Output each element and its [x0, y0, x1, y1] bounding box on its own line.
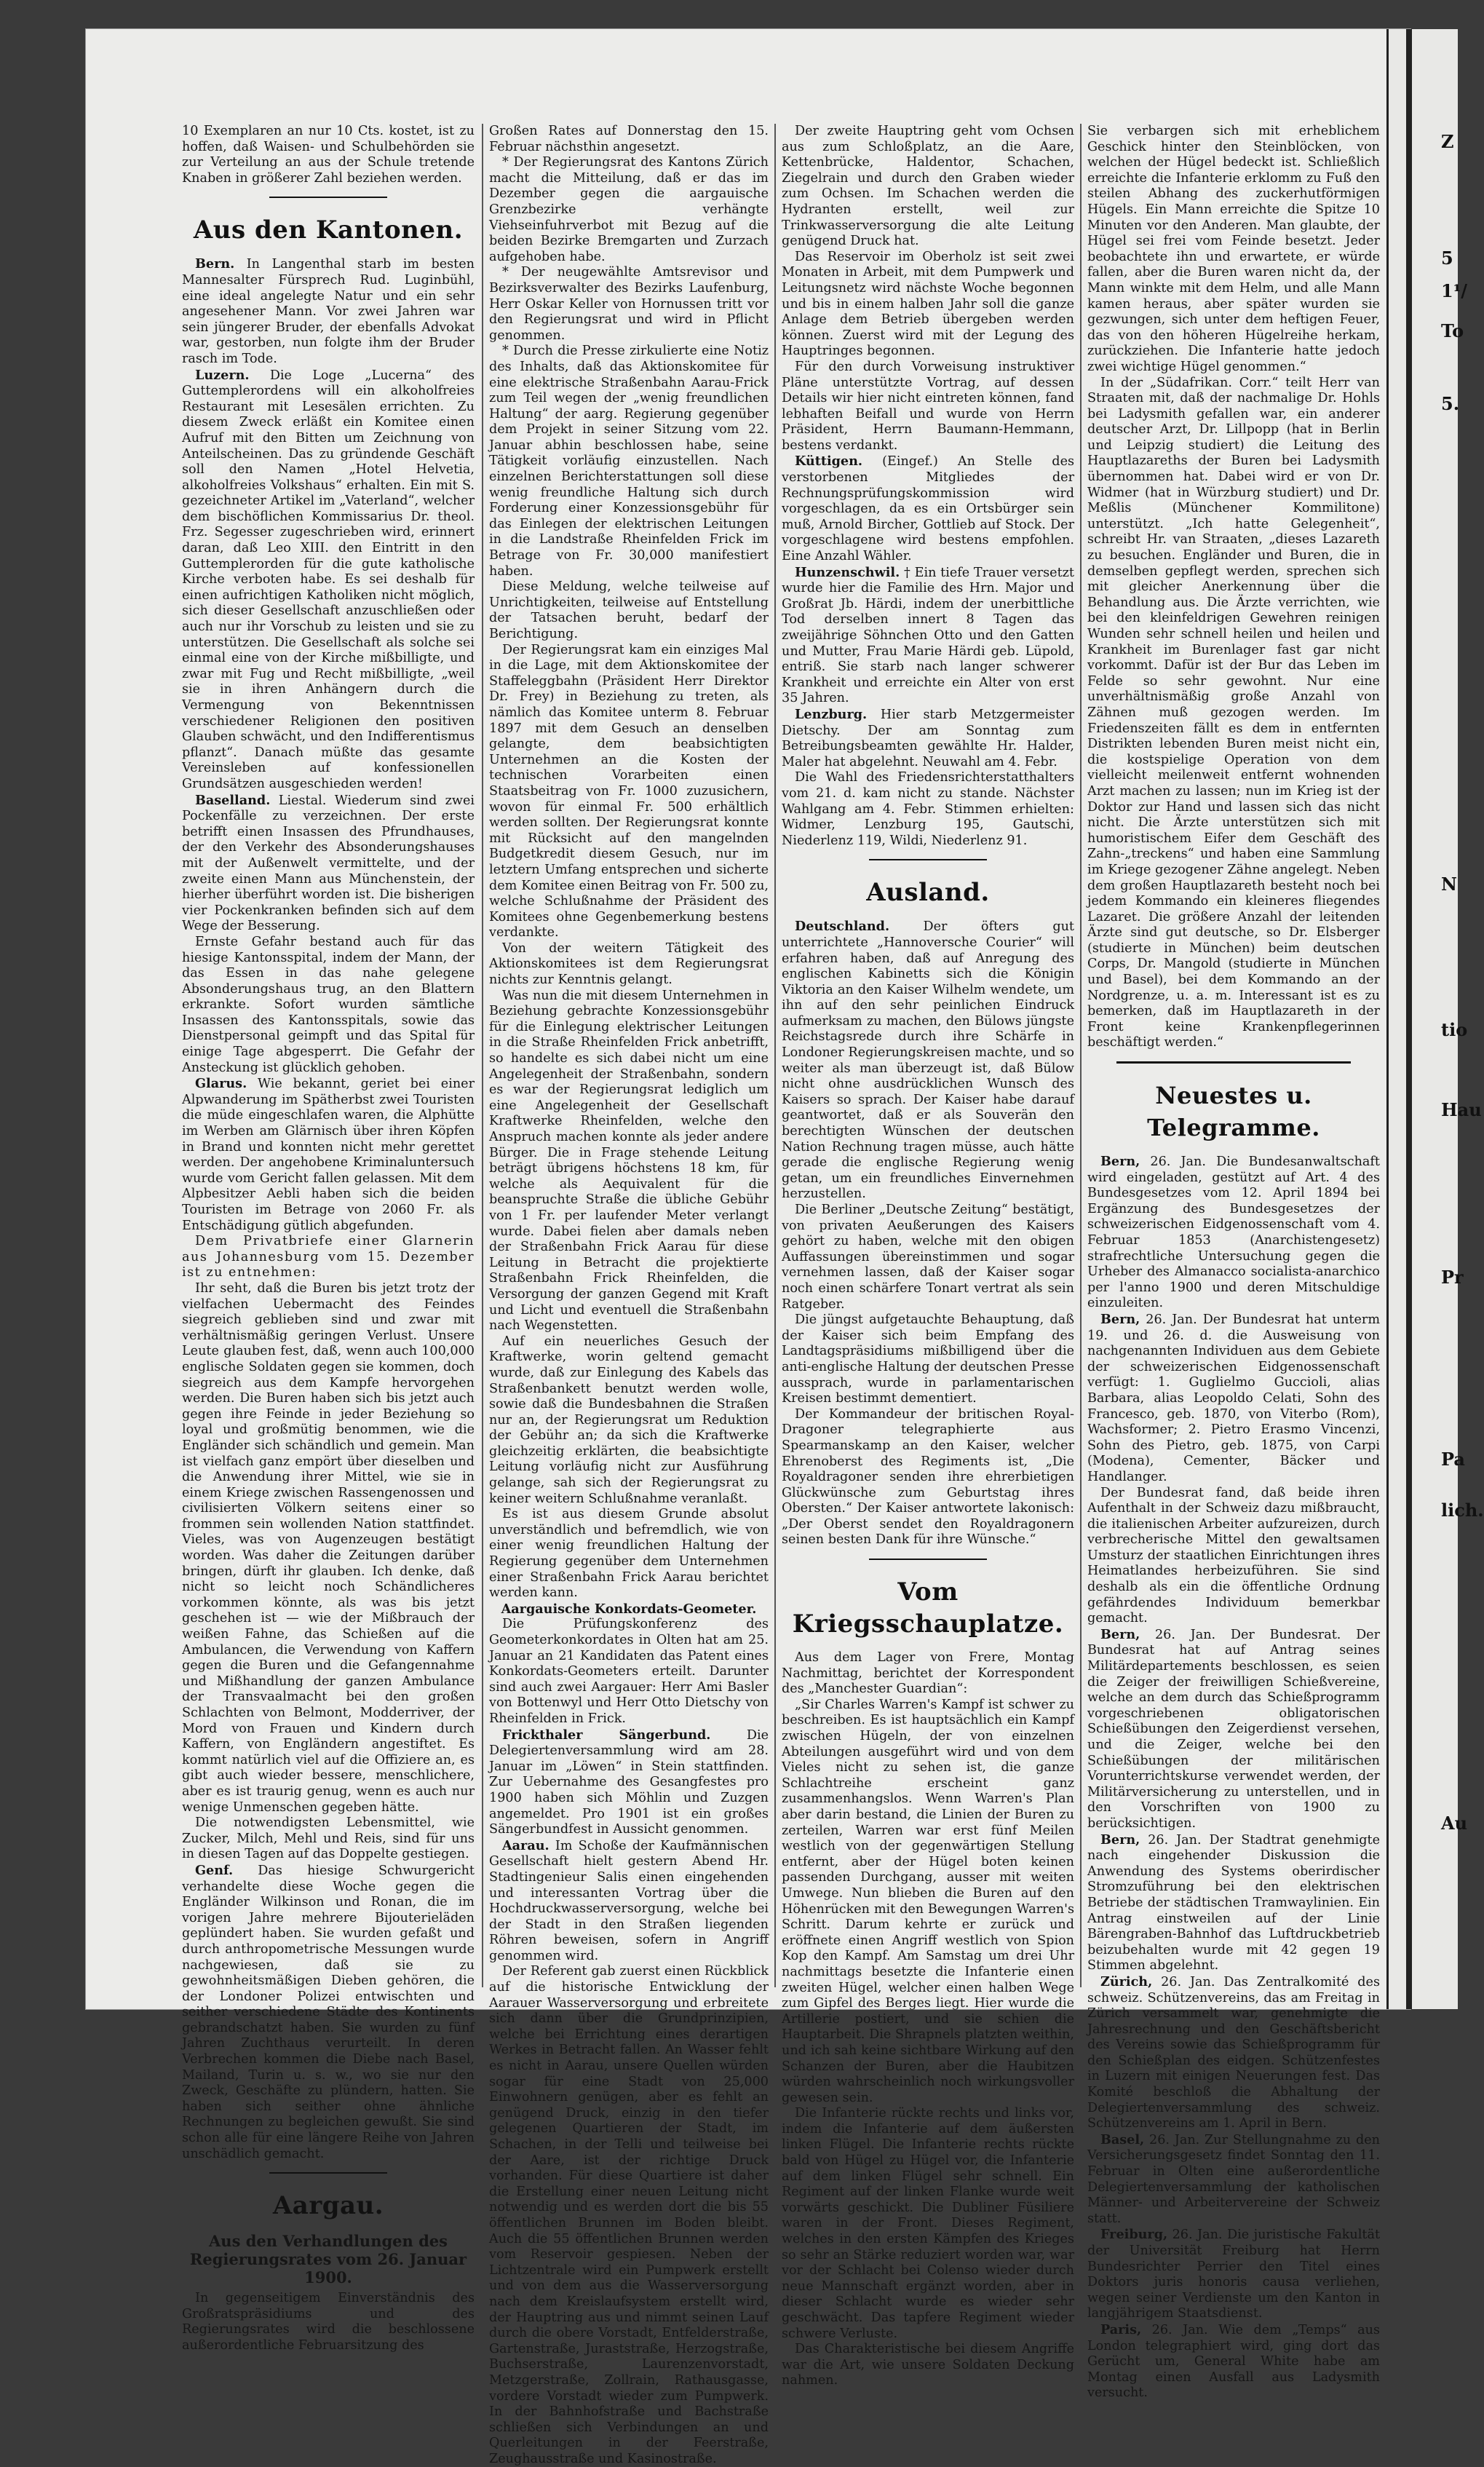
- article-text: Ernste Gefahr bestand auch für das hiesige Kantonsspital, indem der Mann, der das Essen in das nahe gelegene Absonderungshaus trug, an den Blattern erkrankte. Sofort wurden sämtliche Insassen des Kantonsspitals, sowie das Dienstpersonal geimpft und das Spital für einige Tage abgesperrt. Die Gefahr der Ansteckung ist glücklich gehoben.: [182, 934, 475, 1075]
- divider: [1116, 1061, 1351, 1064]
- strip-fragment: To: [1441, 320, 1464, 341]
- article-text: 26. Jan. Das Zentralkomité des schweiz. Schützenvereins, das am Freitag in Zürich versammelt war, genehmigte die Jahresrechnung und den Geschäftsbericht des Vereins sowie das Schießprogramm für den Schießplan des eidgen. Schützenfestes in Luzern mit einigen Neuerungen fest. Das Komité beschloß die Abhaltung der Delegiertenversammlung des schweiz. Schützenvereins am 1. April in Bern.: [1087, 1974, 1380, 2131]
- place-lead: Bern,: [1100, 1311, 1140, 1327]
- sub-heading: Aus den Verhandlungen des Regierungsrates vom 26. Januar 1900.: [189, 2232, 467, 2287]
- place-lead: Freiburg,: [1100, 2227, 1168, 2243]
- place-lead: Genf.: [195, 1862, 234, 1878]
- article-text: 26. Jan. Der Stadtrat genehmigte nach eingehender Diskussion die Anwendung des Systems oberirdischer Stromzuführung bei den elektrischen Betriebe der städtischen Tramwaylinien. Ein Antrag einstweilen auf der Linie Bärengraben-Bahnhof das Luftdruckbetrieb beizubehalten wurde mit 42 gegen 19 Stimmen abgelehnt.: [1087, 1832, 1381, 1973]
- place-lead: Küttigen.: [795, 454, 863, 470]
- strip-fragment: 5: [1441, 248, 1453, 269]
- place-lead: Basel,: [1100, 2131, 1145, 2147]
- article-text: Auf ein neuerliches Gesuch der Kraftwerke, worin geltend gemacht wurde, daß zur Einlegung des Kabels das Straßenbankett benutzt werden wolle, sowie daß die Bundesbahnen die Straßen nur an, der Regierungsrat um Reduktion der Gebühr an; da sich die Kraftwerke gleichzeitig erklärten, die beabsichtigte Leitung vorläufig nicht zur Ausführung gelange, sah sich der Regierungsrat zu keiner weitern Schlußnahme veranlaßt.: [489, 1334, 769, 1506]
- column-rule: [482, 124, 483, 1987]
- article-text: Das Charakteristische bei diesem Angriffe war die Art, wie unsere Soldaten Deckung nahmen.: [782, 2342, 1074, 2388]
- strip-fragment: Pr: [1441, 1267, 1464, 1288]
- article-text: Im Schoße der Kaufmännischen Gesellschaft hielt gestern Abend Hr. Stadtingenieur Salis einen eingehenden und interessanten Vortrag über die Hochdruckwasserversorgung, welche bei der Stadt in den Straßen liegenden Röhren beweisen, sofern in Angriff genommen wird.: [489, 1838, 769, 1963]
- strip-fragment: N: [1441, 874, 1457, 895]
- article-text: 26. Jan. Der Bundesrat. Der Bundesrat hat auf Antrag seines Militärdepartements beschlossen, es seien die Zeiger der freiwilligen Schießvereine, welche an dem durch das Schießprogramm vorgeschriebenen obligatorischen Schießübungen den Zeigerdienst versehen, und die Zeiger, welche bei den Schießübungen der militärischen Vorunterrichtskurse verwendet werden, der Militärversicherung zu unterstellen, und in den Vorschriften von 1900 zu berücksichtigen.: [1087, 1627, 1381, 1831]
- place-lead: Bern.: [195, 256, 235, 272]
- article-text: Von der weitern Tätigkeit des Aktionskomitees ist dem Regierungsrat nichts zur Kenntnis gelangt.: [489, 941, 769, 988]
- divider: [269, 2172, 387, 2174]
- strip-fragment: Pa: [1441, 1449, 1465, 1470]
- place-lead: Glarus.: [195, 1076, 247, 1092]
- column-3: [782, 124, 1075, 2388]
- article-text: Aus dem Lager von Frere, Montag Nachmittag, berichtet der Korrespondent des „Manchester Guardian“:: [782, 1650, 1074, 1697]
- article-text: 26. Jan. Die juristische Fakultät der Universität Freiburg hat Herrn Bundesrichter Perrier den Titel eines Doktors juris honoris causa verliehen, wegen seiner Verdienste um den Kanton in langjährigem Staatsdienst.: [1087, 2228, 1381, 2321]
- article-text: In der „Südafrikan. Corr.“ teilt Herr van Straaten mit, daß der nachmalige Dr. Hohls bei Ladysmith gefallen war, ein anderer deutscher Arzt, Dr. Lillpopp (hat in Berlin und Leipzig studiert) die Leitung des Hauptlazareths der Buren bei Ladysmith übernommen hat. Dabei wird er von Dr. Widmer (hat in Würzburg studiert) und Dr. Meßlis (Münchener Kommilitone) unterstützt. „Ich hatte Gelegenheit“, schreibt Hr. van Straaten, „dieses Lazareth zu besuchen. Engländer und Buren, die in demselben gepflegt werden, sprechen sich mit gleicher Anerkennung über die Behandlung aus. Die Ärzte verrichten, wie bei den kleinfeldrigen Gewehren reinigen Wunden sehr schnell heilen und heilen und Krankheit im Burenlager fast gar nicht vorkommt. Dafür ist der Bur das Leben im Felde so sehr gewohnt. Nur eine unverhältnismäßig große Anzahl von Zähnen muß gezogen werden. Im Friedenszeiten fällt es dem in entfernten Distrikten lebenden Buren meist nicht ein, die kostspielige Operation von dem vielleicht meilenweit entfernt wohnenden Arzt machen zu lassen; nun im Krieg ist der Doktor zur Hand und lassen sich das nicht nicht. Die Ärzte unterstützen sich mit humoristischem Eifer dem Geschäft des Zahn-„treckens“ und haben eine Sammlung im Kriege gezogener Zähne angelegt. Neben dem großen Hauptlazareth besteht noch bei jedem Kommando ein kleineres fliegendes Lazaret. Die größere Anzahl der leitenden Ärzte sind gut deutsche, so Dr. Elsberger (studierte in München) beim deutschen Corps, Dr. Mangold (studierte in München und Basel), bei dem Kommando an der Nordgrenze, u. a. m. Interessant ist es zu bemerken, daß im Hauptlazareth in der Front keine Krankenpflegerinnen beschäftigt werden.“: [1087, 375, 1380, 1050]
- article-text: Der öfters gut unterrichtete „Hannoversche Courier“ will erfahren haben, daß auf Anregung des englischen Kabinetts sich die Königin Viktoria an den Kaiser Wilhelm wendete, um ihn auf den sehr peinlichen Eindruck aufmerksam zu machen, den Bülows jüngste Reichstagsrede durch ihre Schärfe in Londoner Regierungskreisen machte, und so weiter als man überzeugt ist, daß Bülow nicht ohne ausdrücklichen Wunsch des Kaisers so sprach. Der Kaiser habe darauf geantwortet, daß er als Souverän den berechtigten Wünschen der deutschen Nation Rechnung tragen müsse, auch hätte gerade die englische Regierung wenig getan, um ein freundliches Einvernehmen herzustellen.: [782, 919, 1075, 1202]
- divider: [869, 1559, 987, 1560]
- place-lead: Paris,: [1100, 2321, 1142, 2337]
- article-text: † Ein tiefe Trauer versetzt wurde hier die Familie des Hrn. Major und Großrat Jb. Härdi, indem der unerbittliche Tod derselben innert 8 Tagen das zweijährige Söhnchen Otto und den Gatten und Mutter, Frau Marie Härdi geb. Lüpold, entriß. Sie starb nach langer schwerer Krankheit und erreichte ein Alter von erst 35 Jahren.: [782, 565, 1075, 706]
- article-text: Die notwendigsten Lebensmittel, wie Zucker, Milch, Mehl und Reis, sind für uns in diesen Tagen auf das Doppelte gestiegen.: [182, 1815, 475, 1862]
- article-text: Der Kommandeur der britischen Royal-Dragoner telegraphierte aus Spearmanskamp an den Kaiser, welcher Ehrenoberst des Regiments ist, „Die Royaldragoner senden ihre ehrerbietigen Glückwünsche zum Geburtstag ihres Obersten.“ Der Kaiser antwortete lakonisch: „Der Oberst sendet den Royaldragonern seinen besten Dank für ihre Wünsche.“: [782, 1406, 1074, 1548]
- article-text: Die jüngst aufgetauchte Behauptung, daß der Kaiser sich beim Empfang des Landtagspräsidiums mißbilligend über die anti-englische Haltung der deutschen Presse aussprach, wurde in parlamentarischen Kreisen bestimmt dementiert.: [782, 1312, 1074, 1406]
- divider: [269, 197, 387, 198]
- section-heading: Aus den Kantonen.: [193, 215, 464, 245]
- place-lead: Zürich,: [1100, 1973, 1153, 1989]
- article-text: 26. Jan. Zur Stellungnahme zu den Versicherungsgesetz findet Sonntag den 11. Februar in Olten eine außerordentliche Delegiertenversammlung der katholischen Männer- und Arbeitervereine der Schweiz statt.: [1087, 2132, 1380, 2226]
- place-lead: Deutschland.: [795, 919, 890, 935]
- adjacent-page-strip: [1386, 29, 1484, 2009]
- article-text: Liestal. Wiederum sind zwei Pockenfälle zu verzeichnen. Der erste betrifft einen Insassen des Pfrundhauses, der den Verkehr des Absonderungshauses mit der Außenwelt vermittelte, und der zweite einen Mann aus Münchenstein, der hierher überführt worden ist. Die bisherigen vier Pockenkranken befinden sich auf dem Wege der Besserung.: [182, 793, 475, 934]
- column-4: [1087, 124, 1381, 2401]
- place-lead: Lenzburg.: [795, 706, 868, 722]
- article-text: Großen Rates auf Donnerstag den 15. Februar nächsthin angesetzt.: [489, 124, 769, 154]
- article-text: 26. Jan. Wie dem „Temps“ aus London telegraphiert wird, ging dort das Gerücht um, General White habe am Montag einen Ausfall aus Ladysmith versucht.: [1087, 2322, 1380, 2401]
- strip-fragment: 5.: [1441, 393, 1460, 414]
- article-text: Der zweite Hauptring geht vom Ochsen aus zum Schloßplatz, an die Aare, Kettenbrücke, Haldentor, Schachen, Ziegelrain und durch den Graben wieder zum Ochsen. Im Schachen werden die Hydranten erstellt, weil zur Trinkwasserversorgung die alte Leitung genügend Druck hat.: [782, 124, 1074, 249]
- article-text: Diese Meldung, welche teilweise auf Unrichtigkeiten, teilweise auf Entstellung der Tatsachen beruht, bedarf der Berichtigung.: [489, 579, 769, 641]
- column-1: [182, 124, 475, 2353]
- column-rule: [1080, 124, 1082, 1987]
- strip-fragment: lich.: [1441, 1500, 1484, 1521]
- section-heading: Neuestes u. Telegramme.: [1147, 1082, 1320, 1142]
- article-text: In gegenseitigem Einverständnis des Großratspräsidiums und des Regierungsrates wird die beschlossene außerordentliche Februarsitzung des: [182, 2291, 475, 2353]
- strip-fragment: tio: [1441, 1019, 1468, 1040]
- place-lead: Bern,: [1100, 1154, 1140, 1170]
- article-heading: Aargauische Konkordats-Geometer.: [501, 1601, 757, 1617]
- article-text: Dem Privatbriefe einer Glarnerin aus Johannesburg vom 15. Dezember ist zu entnehmen:: [182, 1234, 475, 1280]
- article-text: Ihr seht, daß die Buren bis jetzt trotz der vielfachen Uebermacht des Feindes siegreich geblieben sind und zwar mit verhältnismäßig geringen Verlust. Unsere Leute glauben fest, daß, wenn auch 100,000 englische Soldaten gegen sie kommen, doch siegreich aus dem Kampfe hervorgehen werden. Die Buren haben sich bis jetzt auch gegen ihre Feinde in jeder Beziehung so loyal und großmütig benommen, wie die Engländer sich schändlich und gemein. Man ist vielfach ganz empört über dieselben und die Anwendung ihrer Mittel, wie sie in einem Kriege zwischen Rassengenossen und civilisierten Völkern seitens einer so frommen sein wollenden Nation stattfindet. Vieles, was von Augenzeugen bestätigt worden. Was daher die Zeitungen darüber bringen, dürft ihr glauben. Ich denke, daß nicht so leicht noch Schändlicheres vorkommen könnte, als was bis jetzt geschehen ist — wie der Mißbrauch der weißen Fahne, das Schießen auf die Ambulancen, die Verwendung von Kaffern gegen die Buren und die Gefangennahme und Mißhandlung der ganzen Ambulance der Transvaalmacht bei den großen Schlachten von Belmont, Modderriver, der Mord von Frauen und Kindern durch Kaffern, von Engländern angestiftet. Es kommt natürlich viel auf die Offiziere an, es gibt auch wieder bessere, menschlichere, aber es ist traurig genug, wenn es auch nur wenige Unmenschen gegeben hätte.: [182, 1280, 475, 1815]
- article-text: Das hiesige Schwurgericht verhandelte diese Woche gegen die Engländer Wilkinson und Ronan, die im vorigen Jahre mehrere Bijouterieläden geplündert haben. Sie wurden gefaßt und durch anthropometrische Messungen wurde nachgewiesen, daß sie zu gewohnheitsmäßigen Dieben gehören, die der Londoner Polizei entwischten und seither verschiedene Städte des Kontinents gebrandschatzt haben. Sie wurden zu fünf Jahren Zuchthaus verurteilt. In deren Verbrechen kommen die Diebe nach Basel, Mailand, Turin u. s. w., wo sie nur den Zweck, Geschäfte zu plündern, hatten. Sie haben sich seither ohne ähnliche Rechnungen zu begleichen gewußt. Sie sind schon alle für eine längere Reihe von Jahren unschädlich gemacht.: [182, 1863, 475, 2161]
- article-text: Sie verbargen sich mit erheblichem Geschick hinter den Steinblöcken, von welchen der Hügel bedeckt ist. Schließlich erreichte die Infanterie erklomm zu Fuß den steilen Abhang des zuckerhutförmigen Hügels. Ein Mann erreichte die Spitze 10 Minuten vor den Anderen. Man glaubte, der Hügel sei frei vom Feinde besetzt. Jeder beobachtete ihn und erwartete, er würde fallen, aber die Buren waren nicht da, der Mann winkte mit dem Helm, und alle Mann kamen heraus, aber später wurden sie gezwungen, sich unter dem heftigen Feuer, das von den höheren Hügelreihe herkam, zurückziehen. Die Infanterie hatte jedoch zwei wichtige Hügel genommen.“: [1087, 124, 1380, 374]
- divider: [869, 859, 987, 860]
- article-text: Wie bekannt, geriet bei einer Alpwanderung im Spätherbst zwei Touristen die müde eingeschlafen waren, die Alphütte im Werben am Glärnisch über ihren Köpfen in Brand und konnten nicht mehr gerettet werden. Der angehobene Kriminaluntersuch wurde vom Gericht fallen gelassen. Mit dem Alpbesitzer Aebli haben sich die beiden Touristen im Betrage von 2060 Fr. als Entschädigung gütlich abgefunden.: [182, 1077, 475, 1233]
- article-text: Was nun die mit diesem Unternehmen in Beziehung gebrachte Konzessionsgebühr für die Einlegung elektrischer Leitungen in die Straße Rheinfelden Frick anbetrifft, so handelte es sich dabei nicht um eine Angelegenheit der Straßenbahn, sondern es war der Regierungsrat lediglich um eine Angelegenheit der Gesellschaft Kraftwerke Rheinfelden, welche den Anspruch machen konnte als jeder andere Bürger. Die in Frage stehende Leitung beträgt übrigens höchstens 18 km, für welche als Aequivalent für die beanspruchte Straße die übliche Gebühr von 1 Fr. per laufender Meter verlangt wurde. Dabei fielen aber damals neben der Straßenbahn Frick Aarau für diese Leitung in Betracht die projektierte Straßenbahn Frick Rheinfelden, die Versorgung der ganzen Gegend mit Kraft und Licht und eventuell die Straßenbahn nach Wegenstetten.: [489, 988, 769, 1334]
- article-text: * Der Regierungsrat des Kantons Zürich macht die Mitteilung, daß er das im Dezember gegen die aargauische Grenzbezirke verhängte Viehseinfuhrverbot mit Bezug auf die beiden Bezirke Bremgarten und Zurzach aufgehoben habe.: [489, 155, 769, 264]
- column-2: [489, 124, 769, 2466]
- article-text: Für den durch Vorweisung instruktiver Pläne unterstützte Vortrag, auf dessen Details wir hier nicht eintreten können, fand lebhaften Beifall und wurde von Herrn Präsident, Herrn Baumann-Hemmann, bestens verdankt.: [782, 359, 1074, 453]
- place-lead: Baselland.: [195, 792, 271, 808]
- section-heading: Vom Kriegsschauplatze.: [792, 1577, 1064, 1639]
- place-lead: Bern,: [1100, 1832, 1140, 1848]
- article-text: 26. Jan. Der Bundesrat hat unterm 19. und 26. d. die Ausweisung von nachgenannten Individuen aus dem Gebiete der schweizerischen Eidgenossenschaft verfügt: 1. Guglielmo Guccioli, alias Barbara, alias Leopoldo Celati, Sohn des Francesco, geb. 1870, von Viterbo (Rom), Wachsformer; 2. Pietro Erasmo Vincenzi, Sohn des Pietro, geb. 1875, von Carpi (Modena), Cementer, Bäcker und Handlanger.: [1087, 1312, 1380, 1484]
- place-lead: Luzern.: [195, 367, 250, 383]
- article-text: Die Wahl des Friedensrichterstatthalters vom 21. d. kam nicht zu stande. Nächster Wahlgang am 4. Febr. Stimmen erhielten: Widmer, Lenzburg 195, Gautschi, Niederlenz 119, Wildi, Niederlenz 91.: [782, 770, 1074, 848]
- article-text: Hier starb Metzgermeister Dietschy. Der am Sonntag zum Betreibungsbeamten gewählte Hr. Halder, Maler hat abgelehnt. Neuwahl am 4. Febr.: [782, 707, 1075, 769]
- article-text: * Durch die Presse zirkulierte eine Notiz des Inhalts, daß das Aktionskomitee für eine elektrische Straßenbahn Aarau-Frick zum Teil wegen der „wenig freundlichen Haltung“ der aarg. Regierung gegenüber dem Projekt in seiner Sitzung vom 22. Januar abhin beschlossen habe, seine Tätigkeit vorläufig einzustellen. Nach einzelnen Berichterstattungen soll diese wenig freundliche Haltung sich durch Forderung einer Konzessionsgebühr für das Einlegen der elektrischen Leitungen in die Landstraße Rheinfelden Frick im Betrage von Fr. 30,000 manifestiert haben.: [489, 344, 769, 579]
- section-heading: Ausland.: [866, 878, 990, 908]
- strip-fragment: Au: [1441, 1813, 1468, 1834]
- article-text: * Der neugewählte Amtsrevisor und Bezirksverwalter des Bezirks Laufenburg, Herr Oskar Keller von Hornussen tritt vor den Regierungsrat und wird in Pflicht genommen.: [489, 265, 769, 343]
- article-text: Der Bundesrat fand, daß beide ihren Aufenthalt in der Schweiz dazu mißbraucht, die italienischen Arbeiter aufzureizen, durch verbrecherische Mittel den gewaltsamen Umsturz der staatlichen Einrichtungen ihres Heimatlandes herbeizuführen. Sie sind deshalb als ein die öffentliche Ordnung gefährdendes Individuum bemerkbar gemacht.: [1087, 1485, 1380, 1626]
- article-text: Die Prüfungskonferenz des Geometerkonkordates in Olten hat am 25. Januar an 21 Kandidaten das Patent eines Konkordats-Geometers erteilt. Darunter sind auch zwei Aargauer: Herr Ami Basler von Bottenwyl und Herr Otto Dietschy von Rheinfelden in Frick.: [489, 1617, 769, 1726]
- strip-fragment: Hau: [1441, 1099, 1482, 1120]
- article-text: Die Infanterie rückte rechts und links vor, indem die Infanterie auf dem äußersten linken Flügel. Die Infanterie rechts rückte bald von Hügel zu Hügel vor, die Infanterie auf dem linken Flügel sehr schnell. Ein Regiment auf der linken Flanke wurde weit vorwärts geschickt. Die Dubliner Füsiliere waren in der Front. Dieses Regiment, welches in den ersten Kämpfen des Krieges so sehr an Stärke reduziert worden war, war vor der Schlacht bei Colenso wieder durch neue Mannschaft ergänzt worden, aber in dieser Schlacht wurde es wieder sehr geschwächt. Das tapfere Regiment wieder schwere Verluste.: [782, 2106, 1074, 2341]
- place-lead: Aarau.: [502, 1837, 549, 1853]
- column-rule: [774, 124, 776, 1987]
- article-text: In Langenthal starb im besten Mannesalter Fürsprech Rud. Luginbühl, eine ideal angelegte Natur und ein sehr angesehener Mann. Vor zwei Jahren war sein jüngerer Bruder, der ebenfalls Advokat war, gestorben, nun folgte ihm der Bruder rasch im Tode.: [182, 257, 475, 366]
- article-text: Die Loge „Lucerna“ des Guttemplerordens will ein alkoholfreies Restaurant mit Lesesälen errichten. Zu diesem Zweck erläßt ein Komitee einen Aufruf mit den Bitten um Zeichnung von Anteilscheinen. Das zu gründende Geschäft soll den Namen „Hotel Helvetia, alkoholfreies Volkshaus“ erhalten. Ein mit S. gezeichneter Artikel im „Vaterland“, welcher dem bischöflichen Kommissarius Dr. theol. Frz. Segesser zugeschrieben wird, erinnert daran, daß Leo XIII. den Eintritt in den Guttemplerorden für die gute katholische Kirche verboten habe. Es sei deshalb für einen aufrichtigen Katholiken nicht möglich, sich dieser Gesellschaft anzuschließen oder auch nur ihr Vorschub zu leisten und sie zu unterstützen. Die Gesellschaft als solche sei einmal eine von der Kirche mißbilligte, und zwar mit Fug und Recht mißbilligte, „weil sie in ihren Anhängern durch die Vermengung von Bekenntnissen verschiedener Religionen den positiven Glauben schwächt, und den Indifferentismus pflanzt“. Danach müßte das gesamte Vereinsleben auf konfessionellen Grundsätzen ausgeschieden werden!: [182, 368, 475, 791]
- section-heading: Aargau.: [272, 2191, 384, 2221]
- article-text: (Eingef.) An Stelle des verstorbenen Mitgliedes der Rechnungsprüfungskommission wird vorgeschlagen, da es ein Ortsbürger sein muß, Arnold Bircher, Gottlieb auf Stock. Der vorgeschlagene wird bestens empfohlen. Eine Anzahl Wähler.: [782, 454, 1075, 564]
- page-gutter: [1406, 29, 1412, 2009]
- place-lead: Hunzenschwil.: [795, 564, 900, 580]
- article-text: Der Regierungsrat kam ein einziges Mal in die Lage, mit dem Aktionskomitee der Staffeleggbahn (Präsident Herr Direktor Dr. Frey) in Beziehung zu treten, als nämlich das Komitee unterm 8. Februar 1897 mit dem Gesuch an denselben gelangte, dem beabsichtigten Unternehmen an die Kosten der technischen Vorarbeiten einen Staatsbeitrag von Fr. 1000 zuzusichern, wovon für einmal Fr. 500 erhältlich werden sollten. Der Regierungsrat konnte mit Rücksicht auf den mangelnden Budgetkredit diesem Gesuch, nur im letztern Umfang entsprechen und sicherte dem Komitee einen Beitrag von Fr. 500 zu, welche Schlußnahme der Präsident des Komitees ohne Gegenbemerkung bestens verdankte.: [489, 642, 769, 941]
- article-text: Die Berliner „Deutsche Zeitung“ bestätigt, von privaten Aeußerungen des Kaisers gehört zu haben, welche mit den obigen Auffassungen übereinstimmen und sogar vernehmen lassen, daß der Kaiser sogar noch einen schärfere Tonart vertrat als sein Ratgeber.: [782, 1203, 1074, 1312]
- place-lead: Bern,: [1100, 1626, 1140, 1642]
- article-text: 26. Jan. Die Bundesanwaltschaft wird eingeladen, gestützt auf Art. 4 des Bundesgesetzes vom 12. April 1894 bei Ergänzung des Bundesgesetzes der schweizerischen Eidgenossenschaft vom 4. Februar 1853 (Anarchistengesetz) strafrechtliche Untersuchung gegen die Urheber des Almanacco socialista-anarchico per l'anno 1900 und deren Mitschuldige einzuleiten.: [1087, 1155, 1380, 1311]
- strip-fragment: 1¹/: [1441, 280, 1467, 301]
- article-text: Es ist aus diesem Grunde absolut unverständlich und befremdlich, wie von einer wenig freundlichen Haltung der Regierung gegenüber dem Unternehmen einer Straßenbahn Frick Aarau berichtet werden kann.: [489, 1507, 769, 1601]
- article-text: Der Referent gab zuerst einen Rückblick auf die historische Entwicklung der Aarauer Wasserversorgung und erbreitete sich dann über die Grundprinzipien, welche bei Errichtung eines derartigen Werkes in Betracht fallen. An Wasser fehlt es nicht in Aarau, unsere Quellen würden sogar für eine Stadt von 25,000 Einwohnern genügen, aber es fehlt an genügend Druck, einzig in den tiefer gelegenen Quartieren der Stadt, im Schachen, in der Telli und teilweise bei der Aare, ist der richtige Druck vorhanden. Für diese Quartiere ist daher die Erstellung einer neuen Leitung nicht notwendig und es werden dort die bis 55 öffentlichen Brunnen im Boden bleibt. Auch die 55 öffentlichen Brunnen werden vom Reservoir gespiesen. Neben der Lichtzentrale wird ein Pumpwerk erstellt und von dem aus die Wasserversorgung nach dem Kreislaufsystem erstellt wird, der Hauptring aus und nimmt seinen Lauf durch die obere Vorstadt, Entfelderstraße, Gartenstraße, Juraststraße, Herzogstraße, Buchserstraße, Laurenzenvorstadt, Metzgerstraße, Zollrain, Rathausgasse, vordere Vorstadt wieder zum Pumpwerk. In der Bahnhofstraße und Bachstraße schließen sich Verbindungen an und Querleitungen in der Feerstraße, Zeughausstraße und Kasinostraße.: [489, 1964, 769, 2466]
- article-text: 10 Exemplaren an nur 10 Cts. kostet, ist zu hoffen, daß Waisen- und Schulbehörden sie zur Verteilung an aus der Schule tretende Knaben in größerer Zahl beziehen werden.: [182, 124, 475, 186]
- strip-fragment: Z: [1441, 131, 1454, 152]
- place-lead: Frickthaler Sängerbund.: [502, 1727, 711, 1743]
- article-text: Die Delegiertenversammlung wird am 28. Januar im „Löwen“ in Stein stattfinden. Zur Uebernahme des Gesangfestes pro 1900 haben sich Möhlin und Zuzgen angemeldet. Pro 1901 ist ein großes Sängerbundfest in Aussicht genommen.: [489, 1727, 769, 1837]
- article-text: Das Reservoir im Oberholz ist seit zwei Monaten in Arbeit, mit dem Pumpwerk und Leitungsnetz wird nächste Woche begonnen und bis in einem halben Jahr soll die ganze Anlage dem Betrieb übergeben werden können. Zuerst wird mit der Legung des Hauptringes begonnen.: [782, 249, 1074, 359]
- article-text: „Sir Charles Warren's Kampf ist schwer zu beschreiben. Es ist hauptsächlich ein Kampf zwischen Hügeln, der von einzelnen Abteilungen ausgeführt wird und von dem Vieles nicht zu sehen ist, die ganze Schlachtreihe erscheint ganz zusammenhangslos. Wenn Warren's Plan aber darin bestand, die Linien der Buren zu zerteilen, Warren war erst fünf Meilen westlich von der gegenwärtigen Stellung entfernt, aber der Hügel boten keinen passenden Durchgang, ausser mit weiten Umwege. Nun blieben die Buren auf den Höhenrücken mit den Bewegungen Warren's Schritt. Darum kehrte er zurück und eröffnete einen Angriff westlich von Spion Kop den Kampf. Am Samstag um drei Uhr nachmittags besetzte die Infanterie einen zweiten Hügel, welcher einen halben Wege zum Gipfel des Berges liegt. Hier wurde die Artillerie postiert, und sie schien die Hauptarbeit. Die Shrapnels platzten weithin, und ich sah keine sichtbare Wirkung auf den Schanzen der Buren, aber die Haubitzen würden wahrscheinlich noch wirkungsvoller gewesen sein.: [782, 1697, 1074, 2105]
